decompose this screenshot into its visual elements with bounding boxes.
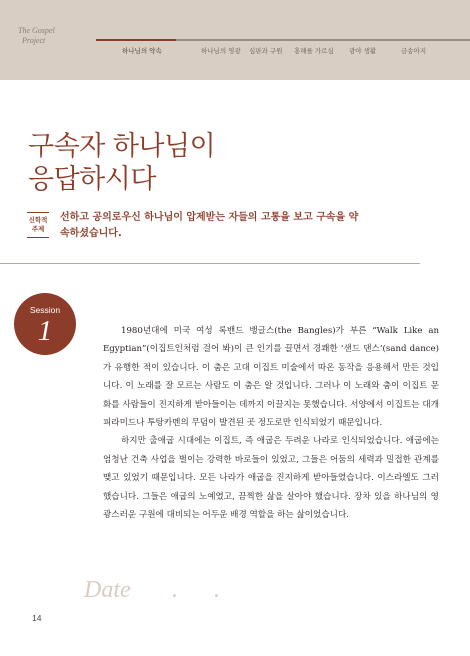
nav-item-red-sea: 홍해를 가르심 xyxy=(294,47,334,55)
lesson-title-line-1: 구속자 하나님이 xyxy=(28,131,216,162)
brand-line-2: Project xyxy=(22,36,46,45)
topic-text-line-2: 속하셨습니다. xyxy=(60,228,122,239)
topic-badge-line-2: 주제 xyxy=(31,225,45,233)
date-separator-2: . xyxy=(214,577,220,603)
session-label: Session xyxy=(29,305,61,315)
section-divider xyxy=(0,263,420,264)
date-label: Date xyxy=(84,577,131,603)
body-paragraph-2: 하지만 출애굽 시대에는 이집트, 즉 애굽은 두려운 나라로 인식되었습니다. 애굽에는 엄청난 건축 사업을 벌이는 강력한 바로들이 있었고, 그들은 어둠의 세력과 밀접한 관계를 맺고 있었기 때문입니다. 모든 나라가 애굽을 진지하게 받아들였습니다. 이스라엘도 그러했습니다. 그들은 애굽의 노예였고, 끔찍한 삶을 살아야 했습니다. 장차 있을 하나님의 영광스러운 구원에 대비되는 어두운 배경 역할을 하는 삶이었습니다. xyxy=(103,436,439,521)
lesson-title-line-2: 응답하시다 xyxy=(28,164,156,195)
topic-text-line-1: 선하고 공의로우신 하나님이 압제받는 자들의 고통을 보고 구속을 약 xyxy=(60,212,359,223)
body-paragraph-1: 1980년대에 미국 여성 록밴드 뱅글스(the Bangles)가 부른 “Walk Like an Egyptian”(이집트인처럼 걸어 봐)이 큰 인기를 끌면서 경쾌한 ‘샌드 댄스’(sand dance)가 유행한 적이 있습니다. 이 춤은 고대 이집트 미술에서 따온 동작을 응용해서 만든 것입니다. 이 노래를 잘 모르는 사람도 이 춤은 알 것입니다. 그러나 이 노래와 춤이 이집트 문화를 사람들이 진지하게 받아들이는 데까지 이끌지는 못했습니다. 서양에서 이집트는 대개 피라미드나 투탕카멘의 무덤이 발견된 곳 정도로만 인식되었기 때문입니다. xyxy=(103,326,439,429)
theological-topic-badge xyxy=(27,212,49,238)
nav-item-golden-calf: 금송아지 xyxy=(401,47,427,55)
nav-item-judgment: 심판과 구원 xyxy=(249,47,283,55)
date-separator-1: . xyxy=(172,577,178,603)
nav-active-rule xyxy=(96,39,176,41)
nav-item-glory: 하나님의 영광 xyxy=(201,47,241,55)
nav-item-wilderness: 광야 생활 xyxy=(349,47,377,55)
page-header xyxy=(0,0,470,80)
nav-rule xyxy=(176,39,470,41)
brand-logo xyxy=(18,26,55,46)
topic-badge-line-1: 신학적 xyxy=(28,216,48,224)
session-badge xyxy=(14,293,76,355)
body-text xyxy=(103,322,439,524)
date-field xyxy=(84,577,220,604)
theological-topic-text xyxy=(60,210,425,242)
page-number: 14 xyxy=(32,613,42,623)
brand-line-1: The Gospel xyxy=(18,26,55,35)
session-number: 1 xyxy=(37,315,53,347)
nav-item-promise: 하나님의 약속 xyxy=(122,47,162,55)
series-nav xyxy=(0,46,470,60)
lesson-title xyxy=(28,130,448,196)
